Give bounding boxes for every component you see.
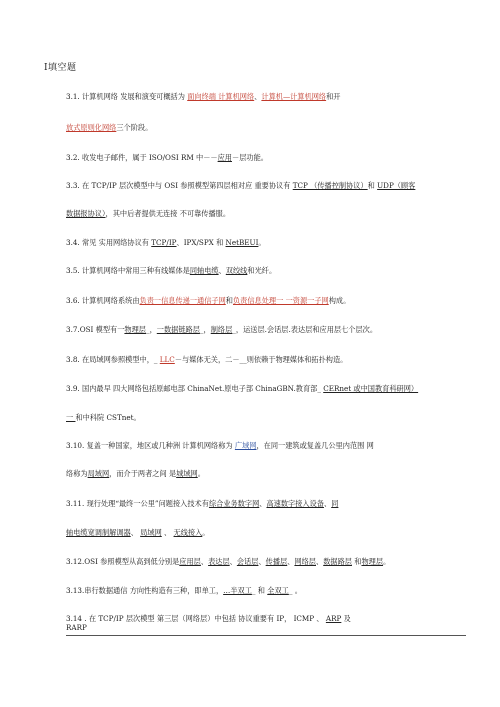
question-text: 、 <box>229 557 237 566</box>
question-text: _ 。 <box>288 586 302 595</box>
question-text: 、 <box>200 557 209 566</box>
question-text: _， <box>145 325 157 334</box>
question-text: 和开 <box>326 92 341 101</box>
question-text: _， <box>199 325 211 334</box>
question-text: 、 <box>316 557 324 566</box>
answer-text: 广域网 <box>234 441 257 450</box>
answer-text: 表达层 <box>208 557 230 566</box>
question-line <box>66 586 302 596</box>
question-text: 和 <box>367 181 378 190</box>
answer-text: NetBEUI <box>225 238 259 247</box>
answer-text: 负责信息处理一 一资源一子网 <box>232 296 329 305</box>
question-text: 、 <box>323 499 332 508</box>
question-line <box>66 153 268 163</box>
question-text: 构成。 <box>328 296 351 305</box>
question-text: 和 <box>351 557 362 566</box>
answer-text: 放式原则化网络 <box>66 123 117 132</box>
answer-text: 一数据链路层 <box>156 325 200 334</box>
question-line <box>66 355 347 365</box>
question-text: 3.11. 现行处理“最终一公里”问题接入技术有 <box>66 499 209 508</box>
question-line <box>66 623 87 633</box>
question-text: 3.12.OSI 参照模型从高到低分别是 <box>66 557 180 566</box>
question-text: 、 <box>130 528 141 537</box>
question-text: 。 <box>258 238 266 247</box>
question-line <box>66 528 210 538</box>
answer-text: LLC <box>159 355 175 364</box>
question-text: 3.6. 计算机网络系统由 <box>66 296 140 305</box>
question-line <box>66 413 141 423</box>
answer-text: 面向终端 计算机网络 <box>187 92 255 101</box>
question-text: 3.3. 在 TCP/IP 层次模型中与 OSI 参照模型第四层相对应 重要协议有 <box>66 181 293 190</box>
question-line <box>66 296 350 306</box>
answer-text: 制络层 <box>210 325 233 334</box>
answer-text: 数据报协议） <box>66 209 106 218</box>
question-text: 。 <box>202 528 210 537</box>
answer-text: 物理层 <box>361 557 384 566</box>
question-text: ，在同一建筑或复盖几公里内范围 网 <box>256 441 374 450</box>
answer-text: 双绞线 <box>225 266 248 275</box>
question-text: 、IPX/SPX 和 <box>176 238 226 247</box>
answer-text: 全双工 <box>267 586 289 595</box>
question-line <box>66 238 266 248</box>
answer-text: 网络层 <box>294 557 316 566</box>
answer-text: 轴电缆宽调制解调器 <box>66 528 131 537</box>
question-text: 、 <box>287 557 295 566</box>
question-text: 络称为 <box>66 469 88 478</box>
question-text: 3.1. 计算机网络 发展和演变可概括为 <box>66 92 188 101</box>
question-text: 和中科院 CSTnet。 <box>75 413 141 422</box>
answer-text: 物理层 <box>124 325 146 334</box>
question-text: _则依赖于物理媒体和拓扑构造。 <box>243 355 348 364</box>
answer-text: 高速数字接入设备 <box>266 499 324 508</box>
question-line <box>66 499 338 509</box>
question-line <box>66 181 415 191</box>
answer-text: 负责一信息传递一通信子网 <box>139 296 226 305</box>
question-text: 及 <box>341 614 351 623</box>
question-line <box>66 92 340 102</box>
question-line <box>66 469 205 479</box>
question-text: 、 <box>254 92 262 101</box>
answer-text: TCP/IP <box>151 238 177 247</box>
question-text: 3.9. 国内最早 四大网络包括原邮电部 ChinaNet.原电子部 ChinaGBN.教育部_ <box>66 384 324 393</box>
answer-text: …半双工 <box>223 586 252 595</box>
question-line <box>66 557 390 567</box>
question-line <box>66 123 152 133</box>
answer-text: 局域网 <box>140 528 162 537</box>
question-line <box>66 614 351 624</box>
answer-text: UDP（顾客 <box>377 181 416 190</box>
question-text: _，运送层.会话层.表达层和应用层七个层次。 <box>232 325 378 334</box>
question-text: 3.14 . 在 TCP/IP 层次模型 第三层（网络层）中包括 协议重要有 IP， ICMP 、 <box>66 614 326 623</box>
question-text: 和 <box>225 296 233 305</box>
question-text: －层功能。 <box>232 153 268 162</box>
answer-text: 城域网 <box>176 469 198 478</box>
question-text: 、 <box>161 528 174 537</box>
question-line <box>66 209 230 219</box>
question-line <box>66 266 276 276</box>
answer-text: TCP （传播控制协议） <box>292 181 368 190</box>
question-line <box>66 441 374 451</box>
question-text: 、 <box>218 266 226 275</box>
question-text: 三个阶段。 <box>116 123 153 132</box>
question-text: 。 <box>197 469 205 478</box>
answer-text: 应用层 <box>179 557 201 566</box>
question-text: ，其中后者提供无连接 不可靠传播服。 <box>105 209 231 218</box>
question-text: 、 <box>258 557 266 566</box>
answer-text: 一 <box>66 413 76 422</box>
question-text: 3.10. 复盖一种国家，地区或几种洲 计算机网络称为 <box>66 441 235 450</box>
question-text: ，而介于两者之间 是 <box>109 469 177 478</box>
page-bottom-rule <box>66 635 466 636</box>
question-text: 3.5. 计算机网络中常用三种有线媒体是 <box>66 266 190 275</box>
answer-text: 数据路层 <box>323 557 352 566</box>
answer-text: 综合业务数字网 <box>208 499 260 508</box>
answer-text: 会话层 <box>236 557 259 566</box>
question-text: 、 <box>259 499 267 508</box>
question-text: 3.13.串行数据通信 方向性构造有三种，即单工， <box>66 586 224 595</box>
question-text: _ 和 <box>251 586 268 595</box>
question-text: 3.2. 收发电子邮件，属于 ISO/OSI RM 中－－ <box>66 153 218 162</box>
question-text: RARP <box>66 623 87 632</box>
section-heading: Ⅰ填空题 <box>44 63 77 73</box>
question-text: 。 <box>383 557 391 566</box>
answer-text: 传播层 <box>265 557 288 566</box>
question-line <box>66 325 377 335</box>
question-text: 3.7.OSI 模型有一 <box>66 325 125 334</box>
question-line <box>66 384 418 394</box>
answer-text: 无线接入 <box>173 528 203 537</box>
question-text: －与媒体无关，二－_ <box>174 355 244 364</box>
answer-text: CERnet 或中国教育科研网） <box>323 384 419 393</box>
question-text: 3.8. 在局域网参照模型中，_ <box>66 355 160 364</box>
answer-text: 同 <box>331 499 339 508</box>
answer-text: 局域网 <box>87 469 110 478</box>
answer-text: 应用 <box>217 153 232 162</box>
question-text: 和光纤。 <box>247 266 277 275</box>
answer-text: 计算机—计算机网络 <box>261 92 327 101</box>
answer-text: ARP <box>325 614 342 623</box>
answer-text: 同轴电缆 <box>189 266 219 275</box>
question-text: 3.4. 常见 实用网络协议有 <box>66 238 152 247</box>
